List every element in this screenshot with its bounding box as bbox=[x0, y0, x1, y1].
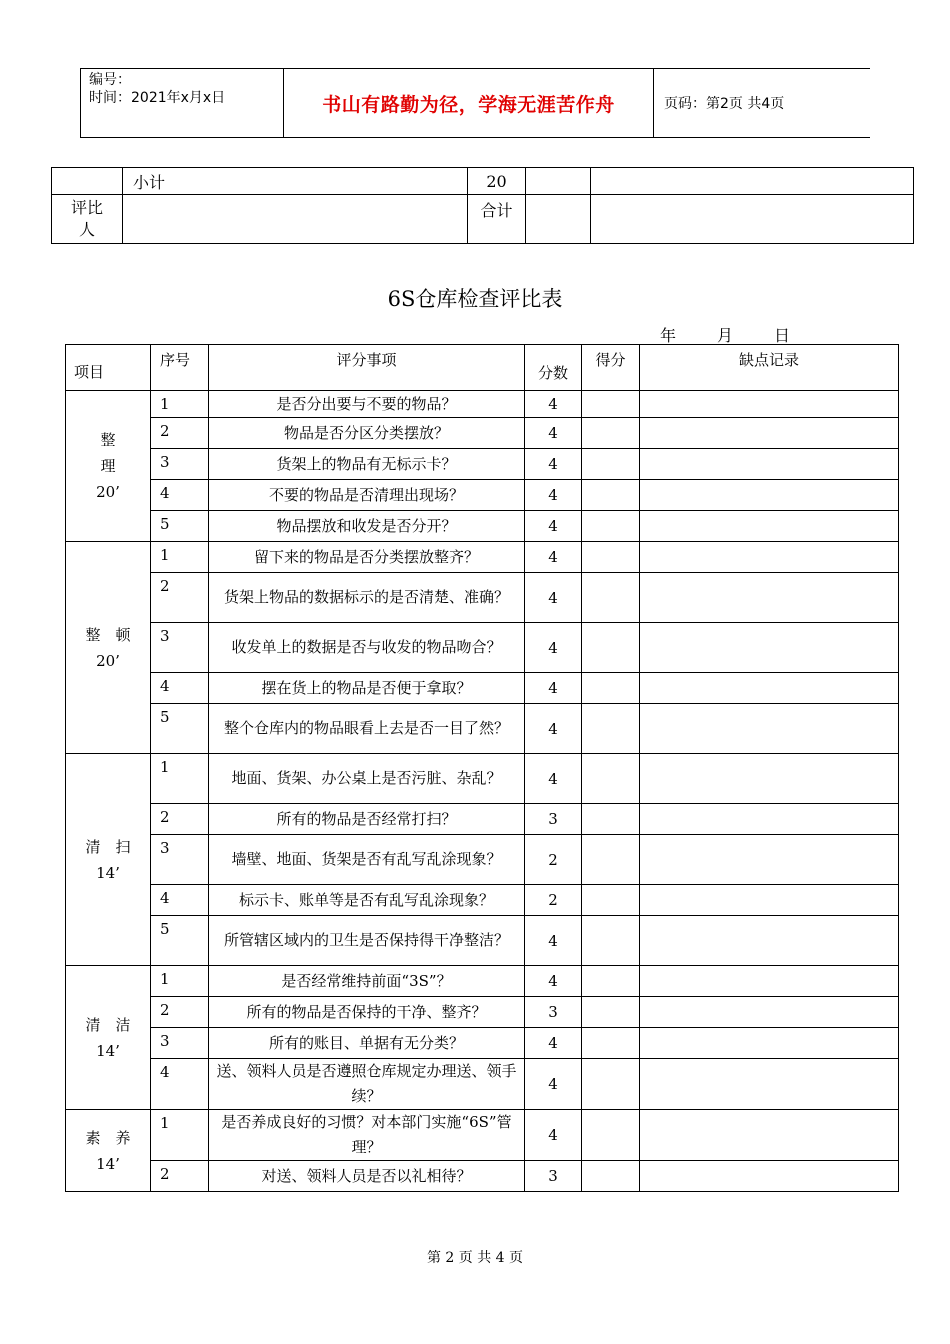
row-defects-cell bbox=[640, 511, 899, 542]
row-score-cell bbox=[582, 1161, 640, 1192]
row-score-cell bbox=[582, 966, 640, 997]
table-row bbox=[66, 916, 899, 966]
row-item: 是否养成良好的习惯？对本部门实施“6S”管理？ bbox=[209, 1110, 525, 1161]
row-item: 物品是否分区分类摆放？ bbox=[209, 418, 525, 449]
category-cell bbox=[66, 1110, 151, 1192]
row-defects-cell bbox=[640, 916, 899, 966]
row-defects-cell bbox=[640, 480, 899, 511]
row-points: 3 bbox=[525, 804, 582, 835]
row-item: 地面、货架、办公桌上是否污脏、杂乱？ bbox=[209, 754, 525, 804]
row-score-cell bbox=[582, 1110, 640, 1161]
row-defects-cell bbox=[640, 418, 899, 449]
row-defects-cell bbox=[640, 1161, 899, 1192]
col-defects: 缺点记录 bbox=[640, 345, 899, 391]
row-defects-cell bbox=[640, 704, 899, 754]
row-seq: 1 bbox=[151, 1110, 209, 1161]
row-seq: 2 bbox=[151, 1161, 209, 1192]
row-points: 4 bbox=[525, 754, 582, 804]
evaluator-value bbox=[123, 195, 468, 244]
row-score-cell bbox=[582, 480, 640, 511]
row-score-cell bbox=[582, 916, 640, 966]
row-defects-cell bbox=[640, 449, 899, 480]
row-seq: 1 bbox=[151, 966, 209, 997]
row-seq: 4 bbox=[151, 885, 209, 916]
category-label-line: 20’ bbox=[96, 651, 120, 670]
table-row bbox=[66, 573, 899, 623]
row-points: 4 bbox=[525, 480, 582, 511]
category-label-line: 14’ bbox=[96, 1154, 120, 1173]
category-label-line: 清 洁 bbox=[85, 1015, 131, 1034]
row-seq: 4 bbox=[151, 480, 209, 511]
document-time-label: 时间：2021年x月x日 bbox=[89, 90, 226, 106]
row-points: 4 bbox=[525, 673, 582, 704]
header-motto: 书山有路勤为径，学海无涯苦作舟 bbox=[322, 93, 615, 116]
row-seq: 1 bbox=[151, 542, 209, 573]
category-label-line: 14’ bbox=[96, 863, 120, 882]
row-seq: 3 bbox=[151, 835, 209, 885]
date-line bbox=[660, 323, 790, 346]
row-item: 所有的账目、单据有无分类？ bbox=[209, 1028, 525, 1059]
row-defects-cell bbox=[640, 542, 899, 573]
row-seq: 2 bbox=[151, 804, 209, 835]
row-seq: 2 bbox=[151, 418, 209, 449]
table-row bbox=[66, 1161, 899, 1192]
category-label-line: 20’ bbox=[96, 483, 120, 501]
header-motto-cell bbox=[283, 69, 654, 137]
row-seq: 4 bbox=[151, 1059, 209, 1110]
row-points: 4 bbox=[525, 1028, 582, 1059]
col-score: 得分 bbox=[582, 345, 640, 391]
table-row bbox=[66, 418, 899, 449]
row-seq: 3 bbox=[151, 1028, 209, 1059]
col-seq: 序号 bbox=[151, 345, 209, 391]
row-points: 4 bbox=[525, 449, 582, 480]
row-score-cell bbox=[582, 511, 640, 542]
row-seq: 5 bbox=[151, 916, 209, 966]
row-item: 是否分出要与不要的物品？ bbox=[209, 391, 525, 418]
row-item: 是否经常维持前面“3S”？ bbox=[209, 966, 525, 997]
row-points: 4 bbox=[525, 391, 582, 418]
subtotal-value: 20 bbox=[468, 168, 526, 195]
row-item: 留下来的物品是否分类摆放整齐？ bbox=[209, 542, 525, 573]
row-points: 2 bbox=[525, 835, 582, 885]
table-row bbox=[66, 804, 899, 835]
row-defects-cell bbox=[640, 997, 899, 1028]
row-score-cell bbox=[582, 542, 640, 573]
table-row bbox=[66, 1059, 899, 1110]
row-points: 4 bbox=[525, 418, 582, 449]
row-seq: 1 bbox=[151, 391, 209, 418]
table-row bbox=[66, 885, 899, 916]
row-score-cell bbox=[582, 885, 640, 916]
evaluator-label: 评比人 bbox=[52, 195, 123, 244]
document-number-label: 编号： bbox=[89, 72, 131, 88]
date-day: 日 bbox=[774, 326, 791, 345]
page-footer: 第 2 页 共 4 页 bbox=[426, 1250, 524, 1266]
category-label-line: 14’ bbox=[96, 1041, 120, 1060]
category-label-line: 清 扫 bbox=[85, 837, 131, 856]
row-defects-cell bbox=[640, 1059, 899, 1110]
row-points: 2 bbox=[525, 885, 582, 916]
row-seq: 3 bbox=[151, 449, 209, 480]
subtotal-label: 小计 bbox=[123, 168, 468, 195]
table-row bbox=[66, 391, 899, 418]
row-score-cell bbox=[582, 391, 640, 418]
row-points: 4 bbox=[525, 916, 582, 966]
table-row bbox=[66, 449, 899, 480]
col-project: 项目 bbox=[66, 345, 151, 391]
row-score-cell bbox=[582, 835, 640, 885]
row-seq: 1 bbox=[151, 754, 209, 804]
row-seq: 4 bbox=[151, 673, 209, 704]
row-item: 收发单上的数据是否与收发的物品吻合？ bbox=[209, 623, 525, 673]
page-title: 6S仓库检查评比表 bbox=[387, 287, 563, 311]
row-points: 3 bbox=[525, 1161, 582, 1192]
row-defects-cell bbox=[640, 391, 899, 418]
category-label-line: 理 bbox=[100, 457, 116, 475]
row-points: 4 bbox=[525, 542, 582, 573]
category-cell bbox=[66, 754, 151, 966]
header-meta bbox=[80, 69, 283, 137]
row-defects-cell bbox=[640, 754, 899, 804]
category-label-line: 素 养 bbox=[85, 1128, 131, 1147]
row-points: 4 bbox=[525, 704, 582, 754]
row-score-cell bbox=[582, 418, 640, 449]
row-item: 物品摆放和收发是否分开？ bbox=[209, 511, 525, 542]
row-score-cell bbox=[582, 997, 640, 1028]
row-defects-cell bbox=[640, 1110, 899, 1161]
col-item: 评分事项 bbox=[209, 345, 525, 391]
table-row bbox=[66, 966, 899, 997]
row-item: 所管辖区域内的卫生是否保持得干净整洁？ bbox=[209, 916, 525, 966]
row-score-cell bbox=[582, 754, 640, 804]
col-points: 分数 bbox=[525, 345, 582, 391]
table-row bbox=[66, 511, 899, 542]
row-item: 摆在货上的物品是否便于拿取？ bbox=[209, 673, 525, 704]
row-defects-cell bbox=[640, 573, 899, 623]
row-defects-cell bbox=[640, 885, 899, 916]
row-item: 货架上物品的数据标示的是否清楚、准确？ bbox=[209, 573, 525, 623]
row-points: 4 bbox=[525, 573, 582, 623]
page-header bbox=[80, 68, 870, 138]
row-points: 4 bbox=[525, 1059, 582, 1110]
row-defects-cell bbox=[640, 835, 899, 885]
category-cell bbox=[66, 391, 151, 542]
category-cell bbox=[66, 966, 151, 1110]
header-page-info: 页码：第2页 共4页 bbox=[664, 96, 785, 112]
date-year: 年 bbox=[660, 326, 677, 345]
table-row bbox=[66, 997, 899, 1028]
category-label-line: 整 顿 bbox=[85, 625, 131, 644]
row-item: 所有的物品是否保持的干净、整齐？ bbox=[209, 997, 525, 1028]
category-label-line: 整 bbox=[100, 431, 116, 449]
row-score-cell bbox=[582, 573, 640, 623]
row-score-cell bbox=[582, 449, 640, 480]
row-seq: 3 bbox=[151, 623, 209, 673]
row-defects-cell bbox=[640, 804, 899, 835]
row-defects-cell bbox=[640, 966, 899, 997]
row-item: 不要的物品是否清理出现场？ bbox=[209, 480, 525, 511]
row-score-cell bbox=[582, 704, 640, 754]
row-item: 标示卡、账单等是否有乱写乱涂现象？ bbox=[209, 885, 525, 916]
row-score-cell bbox=[582, 673, 640, 704]
row-score-cell bbox=[582, 804, 640, 835]
inspection-table bbox=[65, 344, 899, 1192]
row-points: 4 bbox=[525, 1110, 582, 1161]
row-seq: 2 bbox=[151, 997, 209, 1028]
table-row bbox=[66, 835, 899, 885]
row-points: 3 bbox=[525, 997, 582, 1028]
row-defects-cell bbox=[640, 673, 899, 704]
table-row bbox=[66, 623, 899, 673]
table-row bbox=[66, 542, 899, 573]
table-row bbox=[66, 1028, 899, 1059]
row-defects-cell bbox=[640, 623, 899, 673]
evaluator-row bbox=[52, 195, 914, 244]
row-defects-cell bbox=[640, 1028, 899, 1059]
row-points: 4 bbox=[525, 623, 582, 673]
table-header-row bbox=[66, 345, 899, 391]
table-row bbox=[66, 704, 899, 754]
table-row bbox=[66, 1110, 899, 1161]
table-row bbox=[66, 673, 899, 704]
category-cell bbox=[66, 542, 151, 754]
total-label: 合计 bbox=[468, 195, 526, 244]
row-item: 货架上的物品有无标示卡？ bbox=[209, 449, 525, 480]
date-month: 月 bbox=[717, 326, 734, 345]
table-row bbox=[66, 754, 899, 804]
row-seq: 5 bbox=[151, 511, 209, 542]
row-item: 送、领料人员是否遵照仓库规定办理送、领手续？ bbox=[209, 1059, 525, 1110]
row-seq: 5 bbox=[151, 704, 209, 754]
row-item: 墙壁、地面、货架是否有乱写乱涂现象？ bbox=[209, 835, 525, 885]
row-score-cell bbox=[582, 1059, 640, 1110]
row-item: 整个仓库内的物品眼看上去是否一目了然？ bbox=[209, 704, 525, 754]
previous-table-tail bbox=[51, 167, 914, 244]
subtotal-row bbox=[52, 168, 914, 195]
table-row bbox=[66, 480, 899, 511]
row-item: 所有的物品是否经常打扫？ bbox=[209, 804, 525, 835]
row-score-cell bbox=[582, 623, 640, 673]
row-points: 4 bbox=[525, 511, 582, 542]
row-score-cell bbox=[582, 1028, 640, 1059]
row-seq: 2 bbox=[151, 573, 209, 623]
row-points: 4 bbox=[525, 966, 582, 997]
row-item: 对送、领料人员是否以礼相待？ bbox=[209, 1161, 525, 1192]
